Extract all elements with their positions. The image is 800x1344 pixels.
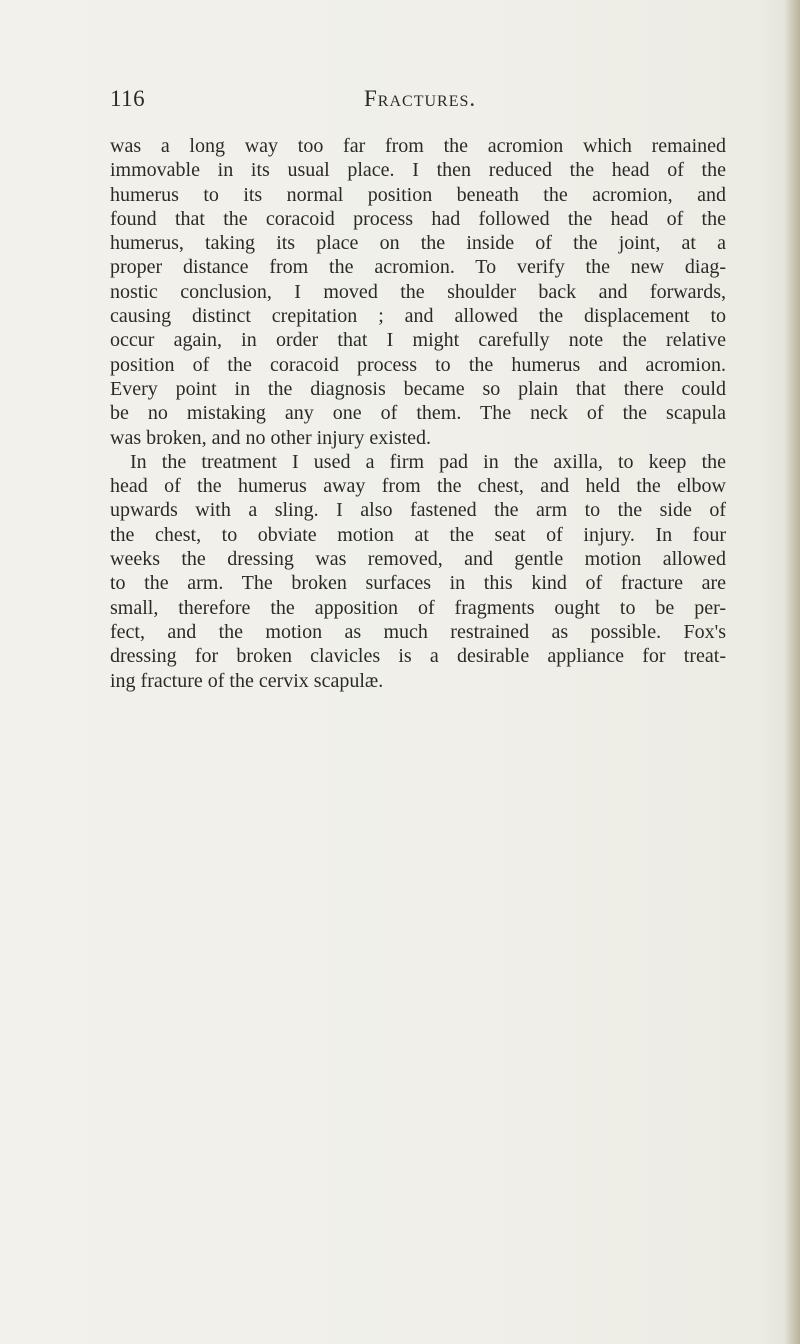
text-line: immovable in its usual place. I then reduced the head of the <box>110 159 726 182</box>
text-line: occur again, in order that I might carefully note the relative <box>110 329 726 352</box>
text-line: upwards with a sling. I also fastened the arm to the side of <box>110 499 726 522</box>
text-line: head of the humerus away from the chest, and held the elbow <box>110 475 726 498</box>
text-line: the chest, to obviate motion at the seat of injury. In four <box>110 523 726 546</box>
running-head <box>110 86 730 116</box>
text-line: ing fracture of the cervix scapulæ. <box>110 669 384 692</box>
page-edge-shadow <box>784 0 800 1344</box>
text-line: fect, and the motion as much restrained as possible. Fox's <box>110 620 726 643</box>
text-line: was a long way too far from the acromion which remained <box>110 135 726 157</box>
text-line: proper distance from the acromion. To verify the new diag- <box>110 256 726 279</box>
text-line: humerus to its normal position beneath the acromion, and <box>110 183 726 206</box>
text-line: nostic conclusion, I moved the shoulder back and forwards, <box>110 280 726 303</box>
body-text <box>110 134 726 693</box>
text-line: small, therefore the apposition of fragments ought to be per- <box>110 596 726 619</box>
text-line: In the treatment I used a firm pad in the axilla, to keep the <box>130 450 726 473</box>
text-line: Every point in the diagnosis became so plain that there could <box>110 377 726 400</box>
text-line: humerus, taking its place on the inside of the joint, at a <box>110 232 726 255</box>
text-line: found that the coracoid process had followed the head of the <box>110 207 726 230</box>
text-line: dressing for broken clavicles is a desirable appliance for treat- <box>110 645 726 668</box>
text-line: weeks the dressing was removed, and gentle motion allowed <box>110 548 726 571</box>
text-line: to the arm. The broken surfaces in this kind of fracture are <box>110 572 726 595</box>
text-line: was broken, and no other injury existed. <box>110 426 432 449</box>
page-number: 116 <box>110 86 146 111</box>
running-title: Fractures. <box>364 86 477 111</box>
text-line: causing distinct crepitation ; and allowed the displacement to <box>110 305 726 328</box>
text-line: be no mistaking any one of them. The neck of the scapula <box>110 402 726 425</box>
text-line: position of the coracoid process to the humerus and acromion. <box>110 353 726 376</box>
